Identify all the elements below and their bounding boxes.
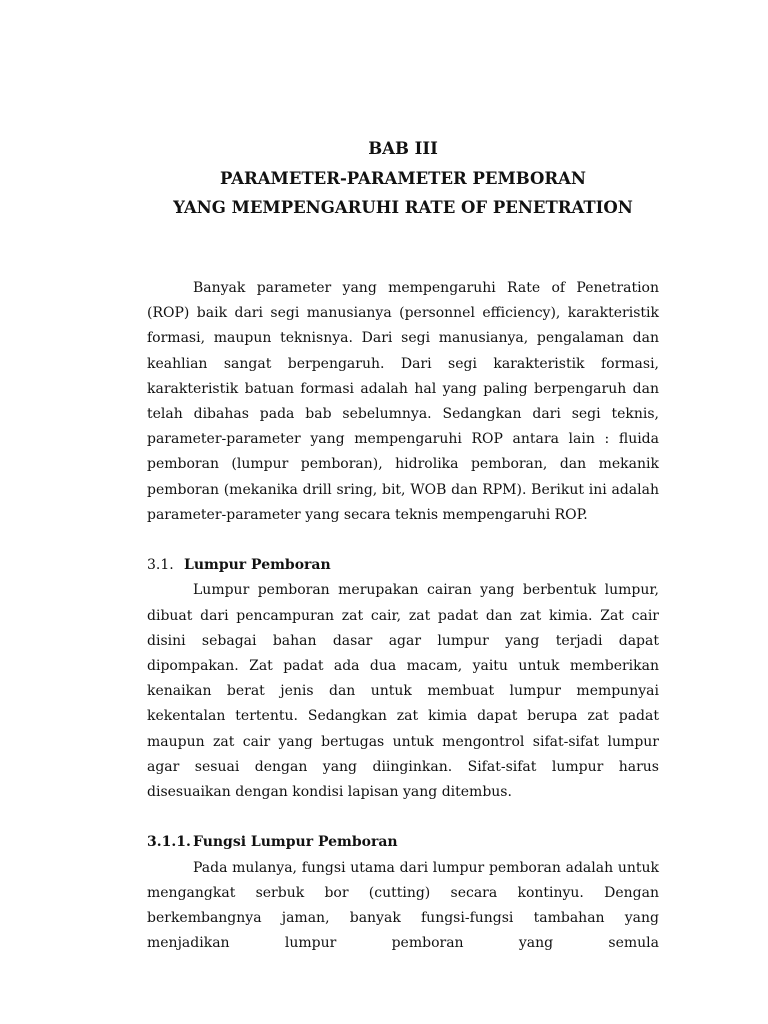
subsection-number: 3.1.1. — [147, 834, 191, 851]
chapter-title-line-1: PARAMETER-PARAMETER PEMBORAN — [220, 168, 586, 188]
section-3-1-1-paragraph: Pada mulanya, fungsi utama dari lumpur pemboran adalah untuk mengangkat serbuk bor (cutting) secara kontinyu. Dengan berkembangnya jaman, banyak fungsi-fungsi tambahan yang menjadikan lumpur pemboran yang semula — [147, 859, 659, 952]
spacer — [147, 528, 659, 553]
chapter-number: BAB III — [368, 139, 438, 158]
chapter-title-line-2: YANG MEMPENGARUHI RATE OF PENETRATION — [173, 198, 633, 217]
section-number: 3.1. — [147, 557, 174, 574]
subsection-title: Fungsi Lumpur Pemboran — [193, 834, 398, 851]
spacer — [147, 805, 659, 830]
section-heading-3-1-1 — [147, 830, 659, 855]
section-3-1-paragraph: Lumpur pemboran merupakan cairan yang berbentuk lumpur, dibuat dari pencampuran zat cair, zat padat dan zat kimia. Zat cair disini sebagai bahan dasar agar lumpur yang terjadi dapat dipompakan. Zat padat ada dua macam, yaitu untuk memberikan kenaikan berat jenis dan untuk membuat lumpur mempunyai kekentalan tertentu. Sedangkan zat kimia dapat berupa zat padat maupun zat cair yang bertugas untuk mengontrol sifat-sifat lumpur agar sesuai dengan yang diinginkan. Sifat-sifat lumpur harus disesuaikan dengan kondisi lapisan yang ditembus. — [147, 582, 659, 801]
intro-paragraph: Banyak parameter yang mempengaruhi Rate of Penetration (ROP) baik dari segi manusianya (personnel efficiency), karakteristik formasi, maupun teknisnya. Dari segi manusianya, pengalaman dan keahlian sangat berpengaruh. Dari segi karakteristik formasi, karakteristik batuan formasi adalah hal yang paling berpengaruh dan telah dibahas pada bab sebelumnya. Sedangkan dari segi teknis, parameter-parameter yang mempengaruhi ROP antara lain : fluida pemboran (lumpur pemboran), hidrolika pemboran, dan mekanik pemboran (mekanika drill sring, bit, WOB dan RPM). Berikut ini adalah parameter-parameter yang secara teknis mempengaruhi ROP. — [147, 280, 659, 523]
section-title: Lumpur Pemboran — [184, 557, 331, 574]
document-body — [147, 276, 659, 956]
section-heading-3-1 — [147, 553, 659, 578]
chapter-title-block — [147, 134, 659, 223]
